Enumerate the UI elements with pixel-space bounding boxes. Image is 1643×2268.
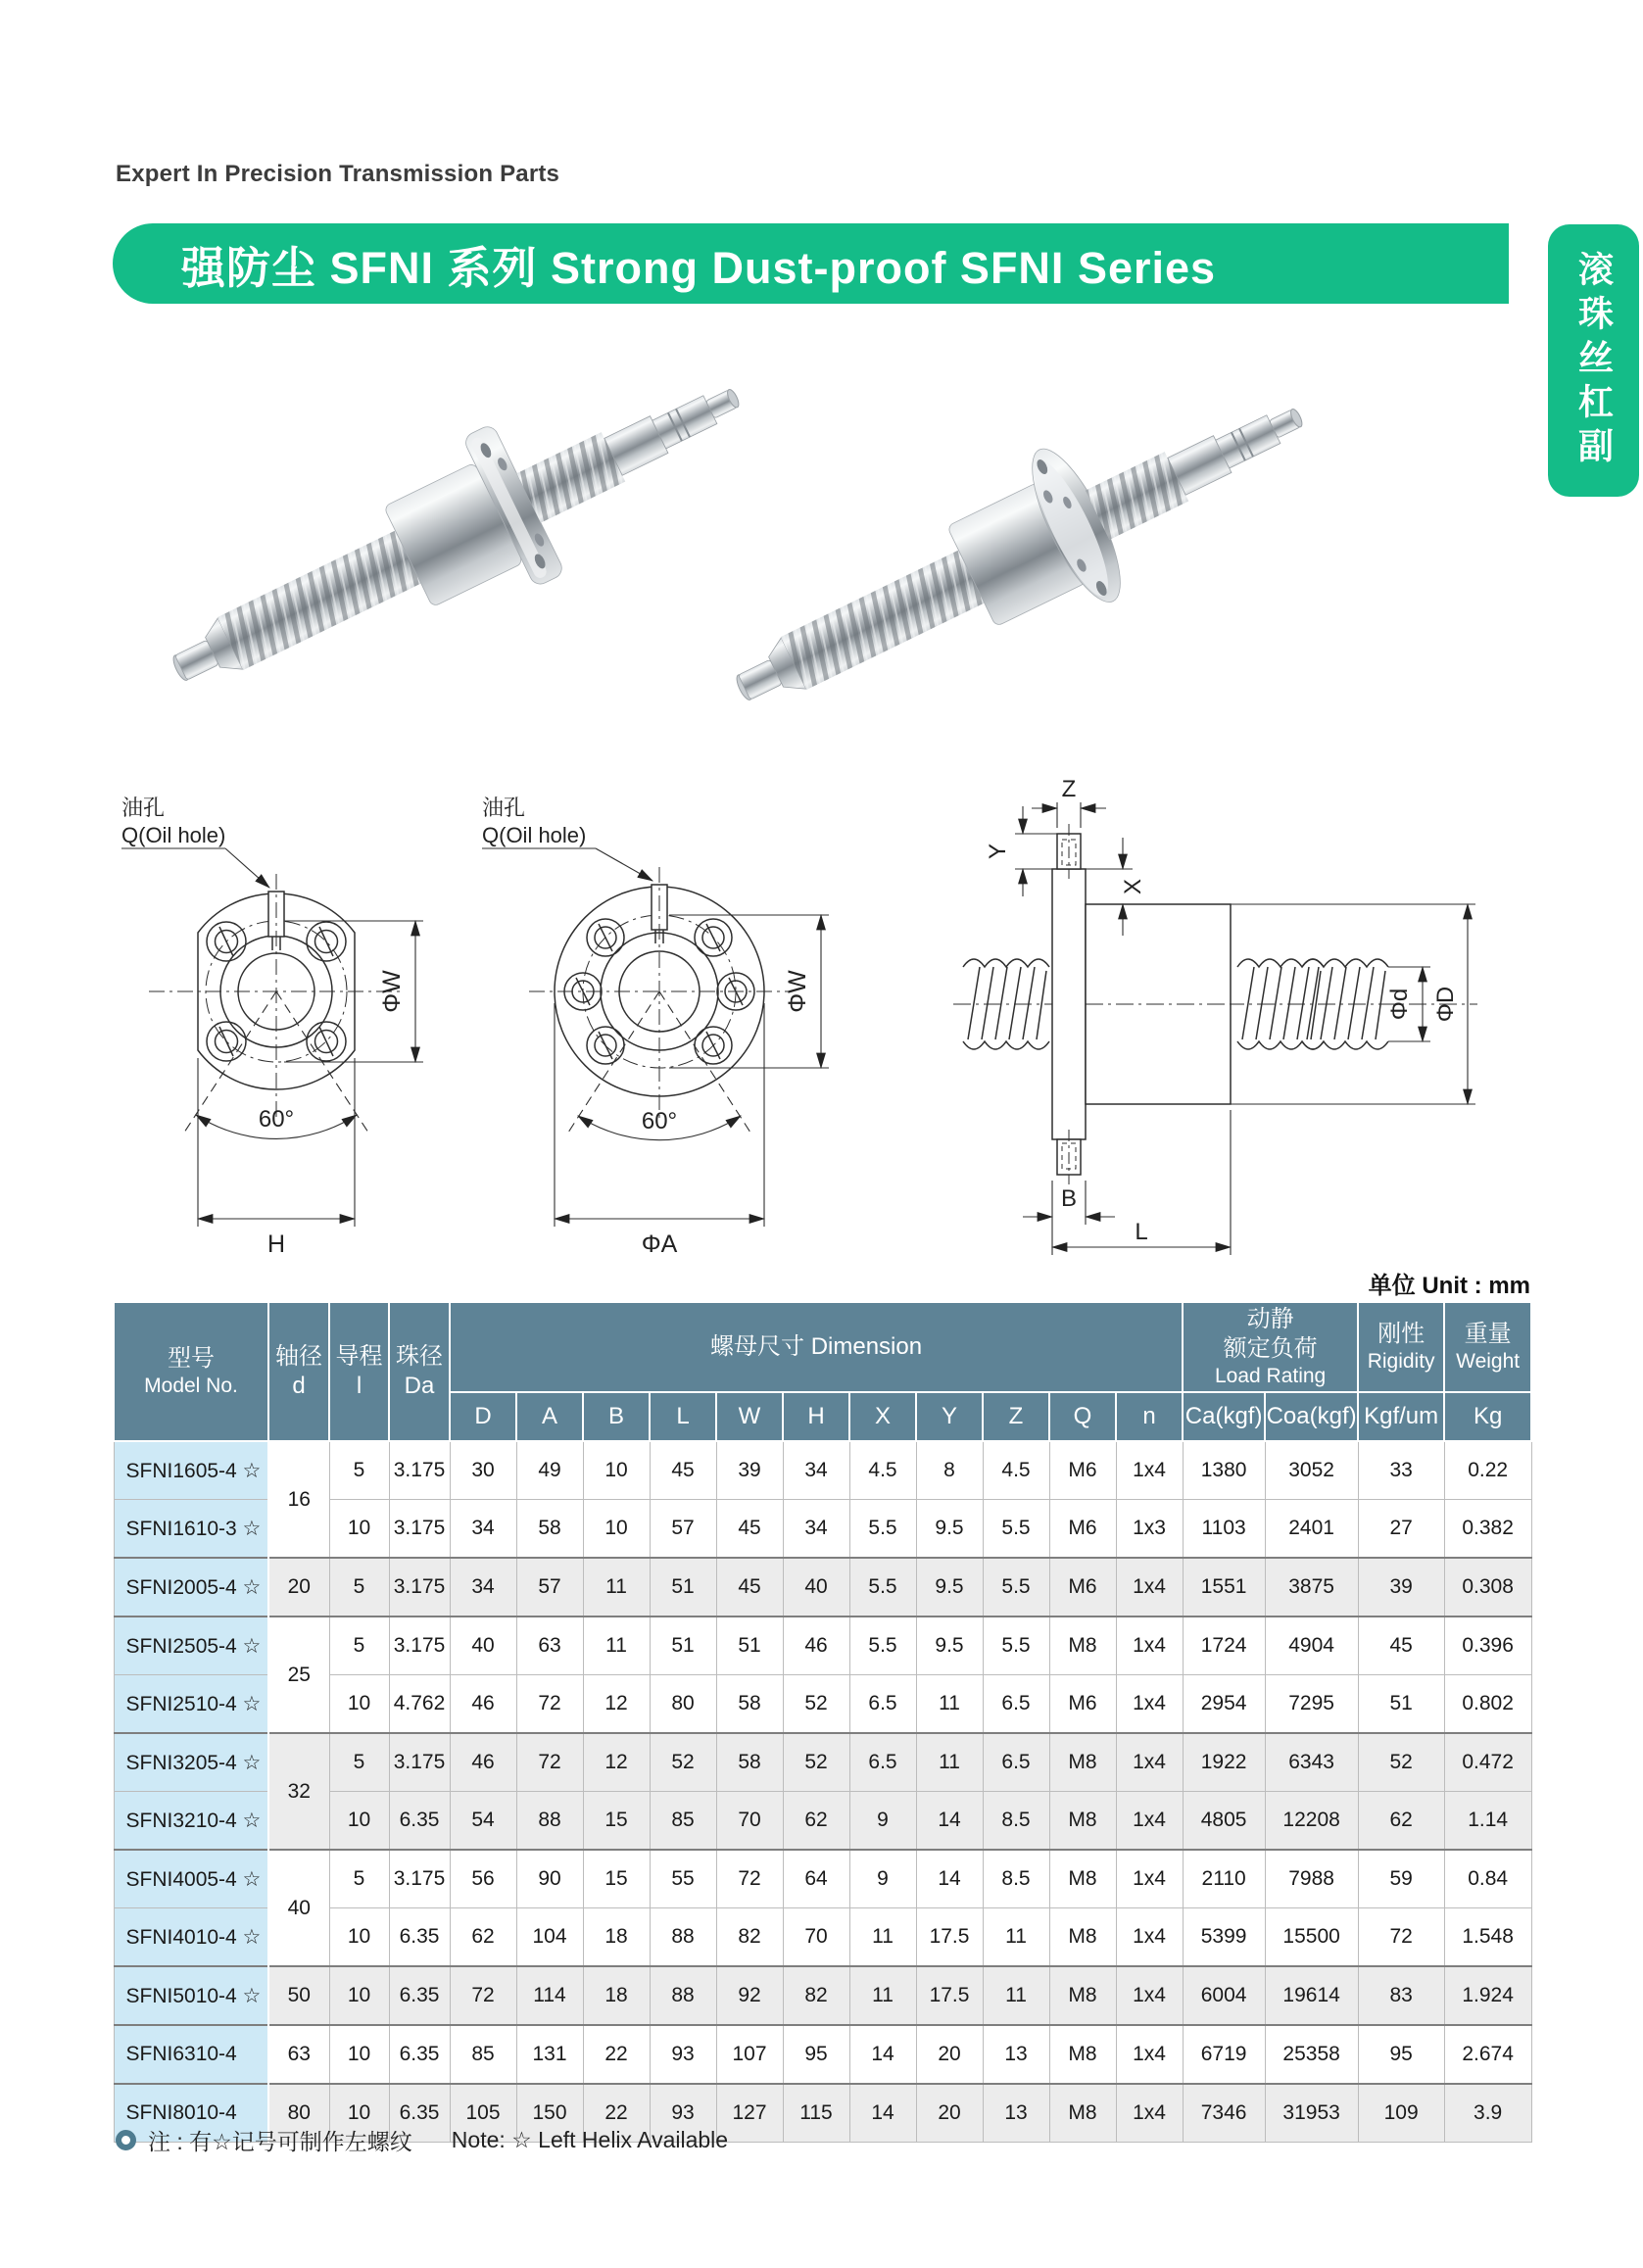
value-cell: 5	[329, 1617, 389, 1675]
value-cell: 1922	[1183, 1733, 1265, 1792]
value-cell: 3.175	[389, 1733, 450, 1792]
value-cell: 3052	[1265, 1441, 1358, 1500]
sub-header-n: n	[1116, 1392, 1183, 1441]
value-cell: 34	[783, 1441, 849, 1500]
value-cell: 10	[329, 1908, 389, 1967]
col-header-lead: 导程 l	[329, 1302, 389, 1441]
value-cell: 1x4	[1116, 1617, 1183, 1675]
value-cell: 72	[716, 1850, 783, 1908]
value-cell: 1x4	[1116, 1675, 1183, 1734]
dim-60deg: 60°	[258, 1106, 295, 1133]
value-cell: 82	[716, 1908, 783, 1967]
value-cell: 0.308	[1444, 1558, 1531, 1617]
value-cell: 9	[849, 1792, 916, 1851]
oil-hole-label-zh: 油孔	[482, 796, 526, 820]
value-cell: 6.5	[849, 1675, 916, 1734]
value-cell: 5	[329, 1850, 389, 1908]
value-cell: 11	[916, 1675, 983, 1734]
value-cell: 7346	[1183, 2084, 1265, 2143]
value-cell: 3.175	[389, 1850, 450, 1908]
value-cell: 7988	[1265, 1850, 1358, 1908]
oil-hole-label-en: Q(Oil hole)	[482, 823, 587, 847]
value-cell: M6	[1049, 1500, 1116, 1559]
col-header-rigidity: 刚性 Rigidity	[1358, 1302, 1444, 1392]
value-cell: 8.5	[983, 1792, 1049, 1851]
value-cell: 1380	[1183, 1441, 1265, 1500]
model-cell: SFNI3210-4 ☆	[114, 1792, 268, 1851]
note-text-zh: 注 : 有☆记号可制作左螺纹	[148, 2129, 412, 2154]
value-cell: 1.548	[1444, 1908, 1531, 1967]
product-photo-round-flange	[686, 338, 1372, 759]
tagline: Expert In Precision Transmission Parts	[116, 161, 560, 187]
value-cell: 1x4	[1116, 1733, 1183, 1792]
value-cell: 58	[716, 1675, 783, 1734]
value-cell: 70	[716, 1792, 783, 1851]
value-cell: M8	[1049, 1966, 1116, 2025]
value-cell: 10	[583, 1500, 650, 1559]
oil-hole-label-en: Q(Oil hole)	[121, 823, 226, 847]
value-cell: 46	[450, 1675, 516, 1734]
col-header-weight: 重量 Weight	[1444, 1302, 1531, 1392]
dim-z: Z	[1061, 779, 1077, 802]
model-cell: SFNI5010-4 ☆	[114, 1966, 268, 2025]
value-cell: 90	[516, 1850, 583, 1908]
sub-header-H: H	[783, 1392, 849, 1441]
value-cell: 10	[329, 1966, 389, 2025]
sub-header-A: A	[516, 1392, 583, 1441]
value-cell: 34	[450, 1558, 516, 1617]
value-cell: 131	[516, 2025, 583, 2084]
value-cell: 0.22	[1444, 1441, 1531, 1500]
value-cell: 57	[516, 1558, 583, 1617]
value-cell: 5.5	[983, 1617, 1049, 1675]
value-cell: 8.5	[983, 1850, 1049, 1908]
value-cell: 11	[583, 1558, 650, 1617]
sub-header-X: X	[849, 1392, 916, 1441]
value-cell: 45	[1358, 1617, 1444, 1675]
note-bullet-icon	[116, 2130, 136, 2150]
dim-b: B	[1060, 1185, 1078, 1212]
table-row	[114, 1733, 1531, 1792]
model-cell: SFNI1605-4 ☆	[114, 1441, 268, 1500]
value-cell: 45	[716, 1558, 783, 1617]
page-title: 强防尘 SFNI 系列 Strong Dust-proof SFNI Series	[181, 242, 1217, 293]
value-cell: 22	[583, 2084, 650, 2143]
value-cell: 1x4	[1116, 2025, 1183, 2084]
value-cell: 114	[516, 1966, 583, 2025]
value-cell: 95	[783, 2025, 849, 2084]
value-cell: 1x4	[1116, 1850, 1183, 1908]
value-cell: 1.14	[1444, 1792, 1531, 1851]
value-cell: 72	[450, 1966, 516, 2025]
value-cell: 13	[983, 2084, 1049, 2143]
note-text-en: Note: ☆ Left Helix Available	[451, 2127, 729, 2152]
ball-screw-assembly	[140, 322, 773, 740]
model-cell: SFNI4010-4 ☆	[114, 1908, 268, 1967]
value-cell: 33	[1358, 1441, 1444, 1500]
sub-header-B: B	[583, 1392, 650, 1441]
value-cell: 18	[583, 1908, 650, 1967]
value-cell: 11	[916, 1733, 983, 1792]
value-cell: 6719	[1183, 2025, 1265, 2084]
model-cell: SFNI3205-4 ☆	[114, 1733, 268, 1792]
dim-60deg: 60°	[641, 1108, 678, 1134]
value-cell: 72	[516, 1733, 583, 1792]
value-cell: 5.5	[849, 1617, 916, 1675]
value-cell: 40	[450, 1617, 516, 1675]
drawing-side-view	[939, 779, 1487, 1264]
value-cell: 3.175	[389, 1441, 450, 1500]
col-header-load-group: 动静 额定负荷 Load Rating	[1183, 1302, 1358, 1392]
value-cell: 6004	[1183, 1966, 1265, 2025]
value-cell: 1x4	[1116, 1441, 1183, 1500]
value-cell: 39	[1358, 1558, 1444, 1617]
value-cell: 72	[516, 1675, 583, 1734]
value-cell: 6.35	[389, 2025, 450, 2084]
value-cell: 2.674	[1444, 2025, 1531, 2084]
value-cell: 34	[450, 1500, 516, 1559]
value-cell: 107	[716, 2025, 783, 2084]
value-cell: 10	[329, 2025, 389, 2084]
value-cell: 6.35	[389, 1966, 450, 2025]
value-cell: 92	[716, 1966, 783, 2025]
value-cell: 4.762	[389, 1675, 450, 1734]
value-cell: 5	[329, 1441, 389, 1500]
value-cell: M8	[1049, 2025, 1116, 2084]
dim-phi-a: ΦA	[641, 1231, 678, 1258]
dim-phi-d-large: ΦD	[1432, 986, 1459, 1023]
table-row	[114, 1558, 1531, 1617]
model-cell: SFNI2510-4 ☆	[114, 1675, 268, 1734]
value-cell: M8	[1049, 1850, 1116, 1908]
ball-screw-assembly	[702, 341, 1336, 759]
model-cell: SFNI2505-4 ☆	[114, 1617, 268, 1675]
value-cell: 88	[650, 1966, 716, 2025]
shaft-diameter-cell: 50	[268, 1966, 329, 2025]
value-cell: 12	[583, 1675, 650, 1734]
value-cell: 4805	[1183, 1792, 1265, 1851]
shaft-diameter-cell: 63	[268, 2025, 329, 2084]
value-cell: 54	[450, 1792, 516, 1851]
col-header-dimension-group: 螺母尺寸 Dimension	[450, 1302, 1183, 1392]
value-cell: 1103	[1183, 1500, 1265, 1559]
value-cell: 4.5	[849, 1441, 916, 1500]
dim-phi-d-small: Φd	[1386, 988, 1413, 1021]
value-cell: 1.924	[1444, 1966, 1531, 2025]
value-cell: 70	[783, 1908, 849, 1967]
value-cell: 11	[849, 1966, 916, 2025]
value-cell: 9	[849, 1850, 916, 1908]
dim-x: X	[1120, 878, 1146, 895]
value-cell: 95	[1358, 2025, 1444, 2084]
side-tab-label: 滚珠丝杠副	[1573, 250, 1615, 471]
value-cell: 22	[583, 2025, 650, 2084]
value-cell: 0.84	[1444, 1850, 1531, 1908]
value-cell: M8	[1049, 1617, 1116, 1675]
value-cell: 10	[329, 1792, 389, 1851]
value-cell: 62	[783, 1792, 849, 1851]
value-cell: 3.175	[389, 1500, 450, 1559]
value-cell: M8	[1049, 1908, 1116, 1967]
value-cell: 62	[450, 1908, 516, 1967]
model-cell: SFNI2005-4 ☆	[114, 1558, 268, 1617]
value-cell: 6.35	[389, 1792, 450, 1851]
value-cell: 11	[583, 1617, 650, 1675]
value-cell: 0.396	[1444, 1617, 1531, 1675]
col-header-model: 型号 Model No.	[114, 1302, 268, 1441]
dim-l: L	[1135, 1219, 1148, 1245]
value-cell: 85	[650, 1792, 716, 1851]
value-cell: 0.472	[1444, 1733, 1531, 1792]
value-cell: 15	[583, 1792, 650, 1851]
value-cell: 52	[1358, 1733, 1444, 1792]
value-cell: 8	[916, 1441, 983, 1500]
value-cell: 88	[516, 1792, 583, 1851]
value-cell: 45	[650, 1441, 716, 1500]
value-cell: 13	[983, 2025, 1049, 2084]
model-cell: SFNI1610-3 ☆	[114, 1500, 268, 1559]
value-cell: 9.5	[916, 1500, 983, 1559]
model-cell: SFNI6310-4	[114, 2025, 268, 2084]
value-cell: 46	[783, 1617, 849, 1675]
note	[116, 2124, 728, 2156]
value-cell: 2401	[1265, 1500, 1358, 1559]
value-cell: 3.9	[1444, 2084, 1531, 2143]
value-cell: 10	[329, 1500, 389, 1559]
sub-header-Y: Y	[916, 1392, 983, 1441]
value-cell: 1x4	[1116, 1558, 1183, 1617]
value-cell: 1x4	[1116, 2084, 1183, 2143]
value-cell: 9.5	[916, 1617, 983, 1675]
value-cell: 15	[583, 1850, 650, 1908]
table-row	[114, 2025, 1531, 2084]
table-row	[114, 1441, 1531, 1500]
value-cell: 6.5	[849, 1733, 916, 1792]
shaft-diameter-cell: 80	[268, 2084, 329, 2143]
sub-header-Q: Q	[1049, 1392, 1116, 1441]
value-cell: 59	[1358, 1850, 1444, 1908]
value-cell: 93	[650, 2025, 716, 2084]
value-cell: 1x4	[1116, 1908, 1183, 1967]
value-cell: 12	[583, 1733, 650, 1792]
value-cell: 4.5	[983, 1441, 1049, 1500]
value-cell: 3.175	[389, 1558, 450, 1617]
value-cell: 56	[450, 1850, 516, 1908]
sub-header-W: W	[716, 1392, 783, 1441]
value-cell: M6	[1049, 1441, 1116, 1500]
value-cell: 64	[783, 1850, 849, 1908]
value-cell: 1x4	[1116, 1792, 1183, 1851]
value-cell: 10	[329, 2084, 389, 2143]
value-cell: 51	[650, 1558, 716, 1617]
table-row	[114, 1850, 1531, 1908]
value-cell: 11	[849, 1908, 916, 1967]
value-cell: 105	[450, 2084, 516, 2143]
sub-header-L: L	[650, 1392, 716, 1441]
value-cell: 88	[650, 1908, 716, 1967]
value-cell: 1724	[1183, 1617, 1265, 1675]
value-cell: 18	[583, 1966, 650, 2025]
value-cell: 10	[583, 1441, 650, 1500]
shaft-diameter-cell: 16	[268, 1441, 329, 1558]
value-cell: 5	[329, 1558, 389, 1617]
value-cell: 11	[983, 1908, 1049, 1967]
sub-header-D: D	[450, 1392, 516, 1441]
value-cell: 58	[716, 1733, 783, 1792]
value-cell: 150	[516, 2084, 583, 2143]
value-cell: 51	[650, 1617, 716, 1675]
value-cell: 31953	[1265, 2084, 1358, 2143]
value-cell: M6	[1049, 1675, 1116, 1734]
sub-header-Kg: Kg	[1444, 1392, 1531, 1441]
value-cell: 34	[783, 1500, 849, 1559]
value-cell: 52	[783, 1675, 849, 1734]
value-cell: 12208	[1265, 1792, 1358, 1851]
unit-label: 单位 Unit : mm	[1368, 1273, 1530, 1299]
value-cell: 6343	[1265, 1733, 1358, 1792]
value-cell: 0.802	[1444, 1675, 1531, 1734]
value-cell: 72	[1358, 1908, 1444, 1967]
sub-header-Ca: Ca(kgf)	[1183, 1392, 1265, 1441]
value-cell: 5.5	[983, 1558, 1049, 1617]
title-banner	[113, 223, 1509, 304]
value-cell: M8	[1049, 1733, 1116, 1792]
value-cell: 9.5	[916, 1558, 983, 1617]
sub-header-Z: Z	[983, 1392, 1049, 1441]
oil-hole-label-zh: 油孔	[121, 796, 166, 820]
col-header-ball-dia: 珠径 Da	[389, 1302, 450, 1441]
value-cell: 30	[450, 1441, 516, 1500]
value-cell: 52	[650, 1733, 716, 1792]
value-cell: 2954	[1183, 1675, 1265, 1734]
value-cell: 1x4	[1116, 1966, 1183, 2025]
shaft-diameter-cell: 25	[268, 1617, 329, 1733]
value-cell: 63	[516, 1617, 583, 1675]
dim-phi-w: ΦW	[784, 970, 811, 1013]
value-cell: 58	[516, 1500, 583, 1559]
sub-header-Coa: Coa(kgf)	[1265, 1392, 1358, 1441]
value-cell: 0.382	[1444, 1500, 1531, 1559]
value-cell: 51	[716, 1617, 783, 1675]
value-cell: 3.175	[389, 1617, 450, 1675]
value-cell: 15500	[1265, 1908, 1358, 1967]
value-cell: 5.5	[983, 1500, 1049, 1559]
value-cell: 2110	[1183, 1850, 1265, 1908]
table-row	[114, 1617, 1531, 1675]
value-cell: 14	[849, 2025, 916, 2084]
drawing-front-view-round-flange	[468, 784, 880, 1264]
value-cell: 45	[716, 1500, 783, 1559]
value-cell: 5.5	[849, 1558, 916, 1617]
value-cell: 25358	[1265, 2025, 1358, 2084]
value-cell: 17.5	[916, 1908, 983, 1967]
value-cell: 14	[849, 2084, 916, 2143]
value-cell: 82	[783, 1966, 849, 2025]
value-cell: 27	[1358, 1500, 1444, 1559]
value-cell: 55	[650, 1850, 716, 1908]
drawing-front-view-flat-flange	[108, 784, 460, 1264]
value-cell: 115	[783, 2084, 849, 2143]
value-cell: 4904	[1265, 1617, 1358, 1675]
value-cell: 127	[716, 2084, 783, 2143]
value-cell: 6.35	[389, 2084, 450, 2143]
value-cell: 39	[716, 1441, 783, 1500]
value-cell: 1551	[1183, 1558, 1265, 1617]
value-cell: 5399	[1183, 1908, 1265, 1967]
value-cell: 57	[650, 1500, 716, 1559]
shaft-diameter-cell: 20	[268, 1558, 329, 1617]
value-cell: 14	[916, 1850, 983, 1908]
col-header-shaft-d: 轴径 d	[268, 1302, 329, 1441]
value-cell: 51	[1358, 1675, 1444, 1734]
spec-table	[113, 1301, 1532, 2143]
dim-phi-w: ΦW	[378, 970, 406, 1013]
value-cell: 3875	[1265, 1558, 1358, 1617]
value-cell: 93	[650, 2084, 716, 2143]
value-cell: 6.5	[983, 1733, 1049, 1792]
value-cell: 85	[450, 2025, 516, 2084]
value-cell: 6.5	[983, 1675, 1049, 1734]
value-cell: 83	[1358, 1966, 1444, 2025]
value-cell: 104	[516, 1908, 583, 1967]
value-cell: 6.35	[389, 1908, 450, 1967]
table-row	[114, 1966, 1531, 2025]
value-cell: 14	[916, 1792, 983, 1851]
spec-table-body	[114, 1441, 1531, 2143]
value-cell: 17.5	[916, 1966, 983, 2025]
model-cell: SFNI8010-4	[114, 2084, 268, 2143]
dim-h: H	[266, 1231, 286, 1258]
value-cell: 49	[516, 1441, 583, 1500]
value-cell: 11	[983, 1966, 1049, 2025]
value-cell: 20	[916, 2025, 983, 2084]
value-cell: 5.5	[849, 1500, 916, 1559]
value-cell: M8	[1049, 2084, 1116, 2143]
value-cell: 19614	[1265, 1966, 1358, 2025]
value-cell: M6	[1049, 1558, 1116, 1617]
shaft-diameter-cell: 40	[268, 1850, 329, 1966]
dim-y: Y	[985, 843, 1011, 860]
sub-header-Kgf-um: Kgf/um	[1358, 1392, 1444, 1441]
value-cell: 40	[783, 1558, 849, 1617]
value-cell: 52	[783, 1733, 849, 1792]
value-cell: 10	[329, 1675, 389, 1734]
value-cell: 46	[450, 1733, 516, 1792]
model-cell: SFNI4005-4 ☆	[114, 1850, 268, 1908]
flange-plate	[1052, 869, 1086, 1139]
value-cell: 80	[650, 1675, 716, 1734]
value-cell: 20	[916, 2084, 983, 2143]
side-tab-ball-screw	[1548, 224, 1639, 497]
shaft-diameter-cell: 32	[268, 1733, 329, 1850]
value-cell: 7295	[1265, 1675, 1358, 1734]
value-cell: M8	[1049, 1792, 1116, 1851]
value-cell: 62	[1358, 1792, 1444, 1851]
value-cell: 5	[329, 1733, 389, 1792]
value-cell: 109	[1358, 2084, 1444, 2143]
value-cell: 1x3	[1116, 1500, 1183, 1559]
